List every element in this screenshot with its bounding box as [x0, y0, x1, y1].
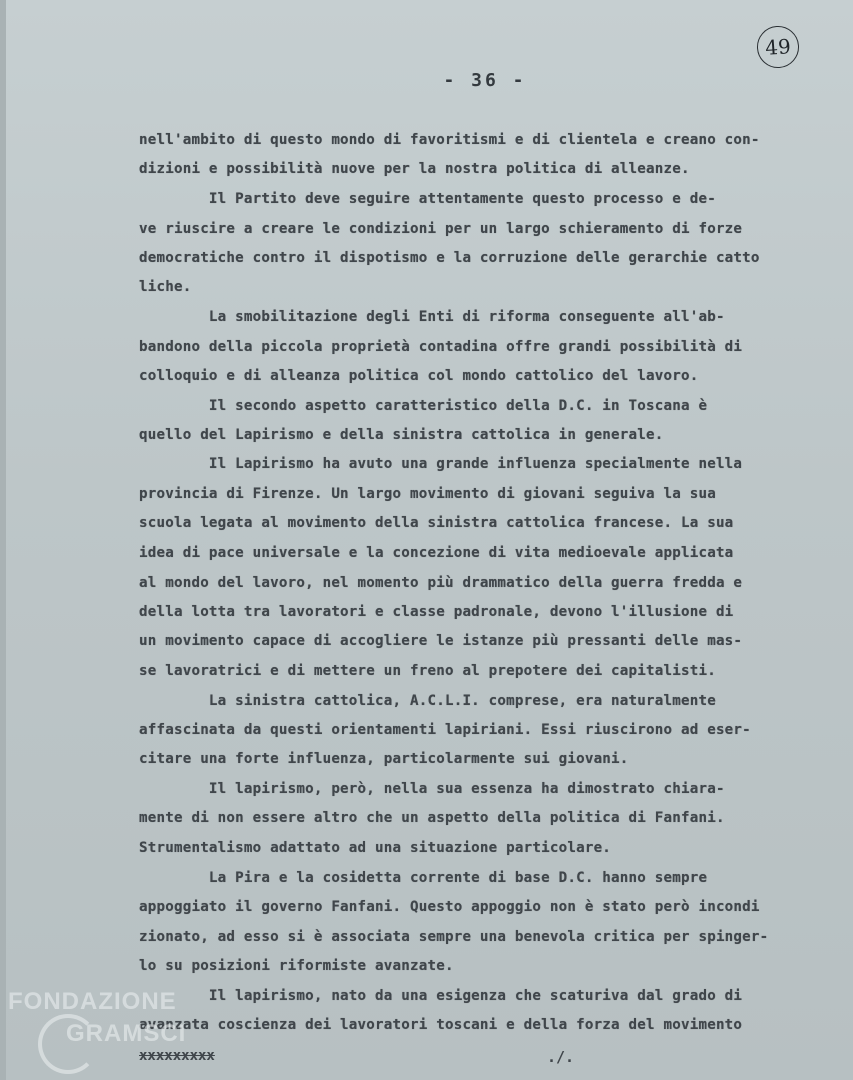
text-line: al mondo del lavoro, nel momento più drammatico della guerra fredda e: [139, 575, 743, 591]
foundation-watermark: [4, 988, 234, 1078]
text-line: affascinata da questi orientamenti lapiriani. Essi riuscirono ad eser-: [139, 722, 751, 738]
text-line: quello del Lapirismo e della sinistra cattolica in generale.: [139, 427, 664, 443]
text-line: La sinistra cattolica, A.C.L.I. comprese, era naturalmente: [139, 693, 716, 709]
text-line: Il Lapirismo ha avuto una grande influenza specialmente nella: [139, 456, 743, 472]
text-line: nell'ambito di questo mondo di favoritismi e di clientela e creano con-: [139, 132, 760, 148]
text-line: avanzata coscienza dei lavoratori toscani e della forza del movimento: [139, 1017, 743, 1033]
text-line: appoggiato il governo Fanfani. Questo appoggio non è stato però incondi: [139, 899, 760, 915]
watermark-text: GRAMSCI: [66, 1020, 187, 1047]
watermark-text: FONDAZIONE: [8, 988, 177, 1015]
text-line: scuola legata al movimento della sinistra cattolica francese. La sua: [139, 515, 734, 531]
text-line: liche.: [139, 279, 192, 295]
text-line: provincia di Firenze. Un largo movimento di giovani seguiva la sua: [139, 486, 716, 502]
text-line: della lotta tra lavoratori e classe padronale, devono l'illusione di: [139, 604, 734, 620]
text-line: ve riuscire a creare le condizioni per un largo schieramento di forze: [139, 221, 743, 237]
text-line: Strumentalismo adattato ad una situazione particolare.: [139, 840, 612, 856]
text-line: mente di non essere altro che un aspetto della politica di Fanfani.: [139, 810, 725, 826]
text-line: dizioni e possibilità nuove per la nostra politica di alleanze.: [139, 161, 690, 177]
text-line: Il Partito deve seguire attentamente questo processo e de-: [139, 191, 716, 207]
text-line: se lavoratrici e di mettere un freno al prepotere dei capitalisti.: [139, 663, 716, 679]
text-line: Il lapirismo, però, nella sua essenza ha dimostrato chiara-: [139, 781, 725, 797]
text-line: La smobilitazione degli Enti di riforma conseguente all'ab-: [139, 309, 725, 325]
page-number: - 36 -: [443, 70, 527, 91]
text-line: un movimento capace di accogliere le istanze più pressanti delle mas-: [139, 633, 743, 649]
text-line: Il lapirismo, nato da una esigenza che scaturiva dal grado di: [139, 988, 743, 1004]
text-line: zionato, ad esso si è associata sempre una benevola critica per spinger-: [139, 929, 769, 945]
text-line: bandono della piccola proprietà contadina offre grandi possibilità di: [139, 339, 743, 355]
text-line: La Pira e la cosidetta corrente di base D.C. hanno sempre: [139, 870, 708, 886]
text-line: idea di pace universale e la concezione di vita medioevale applicata: [139, 545, 734, 561]
text-line: citare una forte influenza, particolarmente sui giovani.: [139, 751, 629, 767]
archive-number-stamp: 49: [756, 25, 801, 70]
text-line: lo su posizioni riformiste avanzate.: [139, 958, 454, 974]
text-line: colloquio e di alleanza politica col mondo cattolico del lavoro.: [139, 368, 699, 384]
text-line: democratiche contro il dispotismo e la corruzione delle gerarchie catto: [139, 250, 760, 266]
struck-out-text: xxxxxxxxx: [139, 1048, 215, 1064]
text-line: Il secondo aspetto caratteristico della D.C. in Toscana è: [139, 398, 708, 414]
continuation-mark: ./.: [547, 1048, 575, 1066]
